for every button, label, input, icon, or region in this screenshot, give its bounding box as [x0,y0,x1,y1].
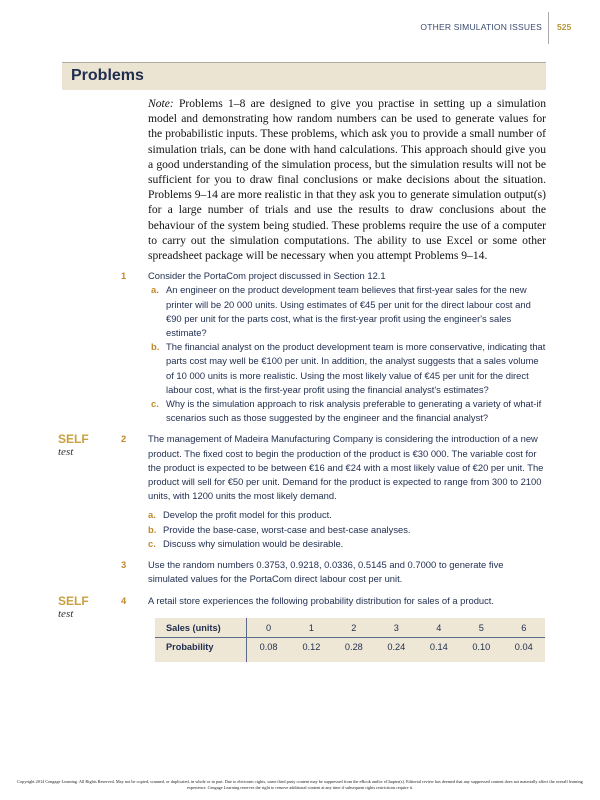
sub-item [148,537,546,551]
note-label: Note: [148,97,174,110]
cell: 1 [290,618,332,638]
problem-text: A retail store experiences the following probability distribution for sales of a product. [148,594,495,606]
problem-text: The management of Madeira Manufacturing Company is considering the introduction of a new product. The fixed cost to begin the production of the product is €30 000. The variable cost for the product is expected to be between €16 and €24 with a most likely value of €20 per unit. The product will sell for €50 per unit. Demand for the product is expected to range from 300 to 2100 units, with 1200 units the most likely demand. [148,433,544,502]
section-title: Problems [71,67,144,84]
cell: 0.14 [429,641,448,652]
sub-letter: a. [148,509,156,521]
problem-4 [58,593,511,620]
cell: 6 [503,618,546,638]
sub-letter: b. [148,523,157,535]
cell: 4 [418,618,460,638]
self-label: SELF [58,432,89,447]
problems-content [58,96,546,662]
sub-text: Why is the simulation approach to risk analysis preferable to generating a variety of what-if scenarios such as those suggested by the engineer and the financial analyst? [166,398,542,424]
sub-letter: c. [151,398,159,410]
test-label: test [58,446,74,459]
cell: 3 [375,618,417,638]
copyright-notice: Copyright 2014 Cengage Learning. All Rights Reserved. May not be copied, scanned, or duplicated, in whole or in part. Due to electronic rights, some third party content may be suppressed from the eBook and/or eChapter(s). Editorial review has deemed that any suppressed content does not materially affect the overall learning experience. Cengage Learning reserves the right to remove additional content at any time if subsequent rights restrictions require it. [17,779,583,790]
sub-text: The financial analyst on the product development team is more conservative, indicating that parts cost may well be €100 per unit. In addition, the analyst suggests that a sales volume of 10 000 units is more realistic. Using the most likely value of €45 per unit for the direct labour cost, what is the first-year profit using the financial analyst's estimates? [166,341,546,395]
cell: 2 [333,618,375,638]
sub-text: Develop the profit model for this product. [163,509,332,521]
sub-item [148,508,546,522]
sub-letter: a. [151,284,159,296]
page-number: 525 [557,22,572,32]
cell: 0.10 [472,641,491,652]
self-test-marker [58,595,89,620]
sub-item [151,283,546,340]
note-text: Problems 1–8 are designed to give you practise in setting up a simulation model and demonstrating how random numbers can be used to generate values for the probabilistic inputs. These problems, which ask you to provide a small number of simulation trials, can be done with hand calculations. This approach should give you a good understanding of the simulation process, but the simulation results will not be sufficient for you to draw final conclusions or make decisions about the situation. Problems 9–14 are more realistic in that they ask you to generate simulation output(s) for a large number of trials and use the results to draw conclusions about the behaviour of the system being studied. These problems require the use of a computer to carry out the simulation computations. The ability to use Excel or some other spreadsheet package will be necessary when you attempt Problems 9–14. [148,97,546,263]
problem-3 [121,558,546,586]
sub-item [151,397,546,425]
row-header: Probability [155,637,247,662]
cell: 0.08 [259,641,278,652]
sub-text: Discuss why simulation would be desirable. [163,537,344,549]
test-label: test [58,607,74,620]
sub-text: Provide the base-case, worst-case and best-case analyses. [163,523,411,535]
cell: 5 [460,618,502,638]
sales-row [155,618,545,638]
problem-text: Consider the PortaCom project discussed in Section 12.1 [148,270,386,282]
probability-table [155,618,545,662]
problem-number: 4 [121,594,127,606]
header-divider [548,12,549,44]
problem-number: 3 [121,559,127,571]
sub-text: An engineer on the product development team believes that first-year sales for the new printer will be 20 000 units. Using estimates of €45 per unit for the direct labour cost and €90 per unit for the parts cost, what is the first-year profit using the engineer's sales estimate? [166,284,531,339]
self-label: SELF [58,593,89,608]
sub-item [148,523,546,537]
sub-letter: b. [151,341,160,353]
problem-number: 1 [121,270,127,282]
self-test-marker [58,433,89,458]
cell: 0.28 [344,641,363,652]
sub-item [151,340,546,397]
problem-number: 2 [121,433,127,445]
problem-text: Use the random numbers 0.3753, 0.9218, 0.0336, 0.5145 and 0.7000 to generate five simulated values for the PortaCom direct labour cost per unit. [148,559,504,585]
problem-2 [58,432,546,551]
cell: 0.04 [514,641,533,652]
sub-letter: c. [148,537,156,549]
running-title: OTHER SIMULATION ISSUES [420,22,542,32]
cell: 0 [247,618,291,638]
probability-row [155,637,545,662]
section-banner [62,62,546,90]
cell: 0.24 [387,641,406,652]
row-header: Sales (units) [155,618,247,638]
problem-1 [121,269,546,425]
cell: 0.12 [302,641,321,652]
note-paragraph [148,96,546,263]
